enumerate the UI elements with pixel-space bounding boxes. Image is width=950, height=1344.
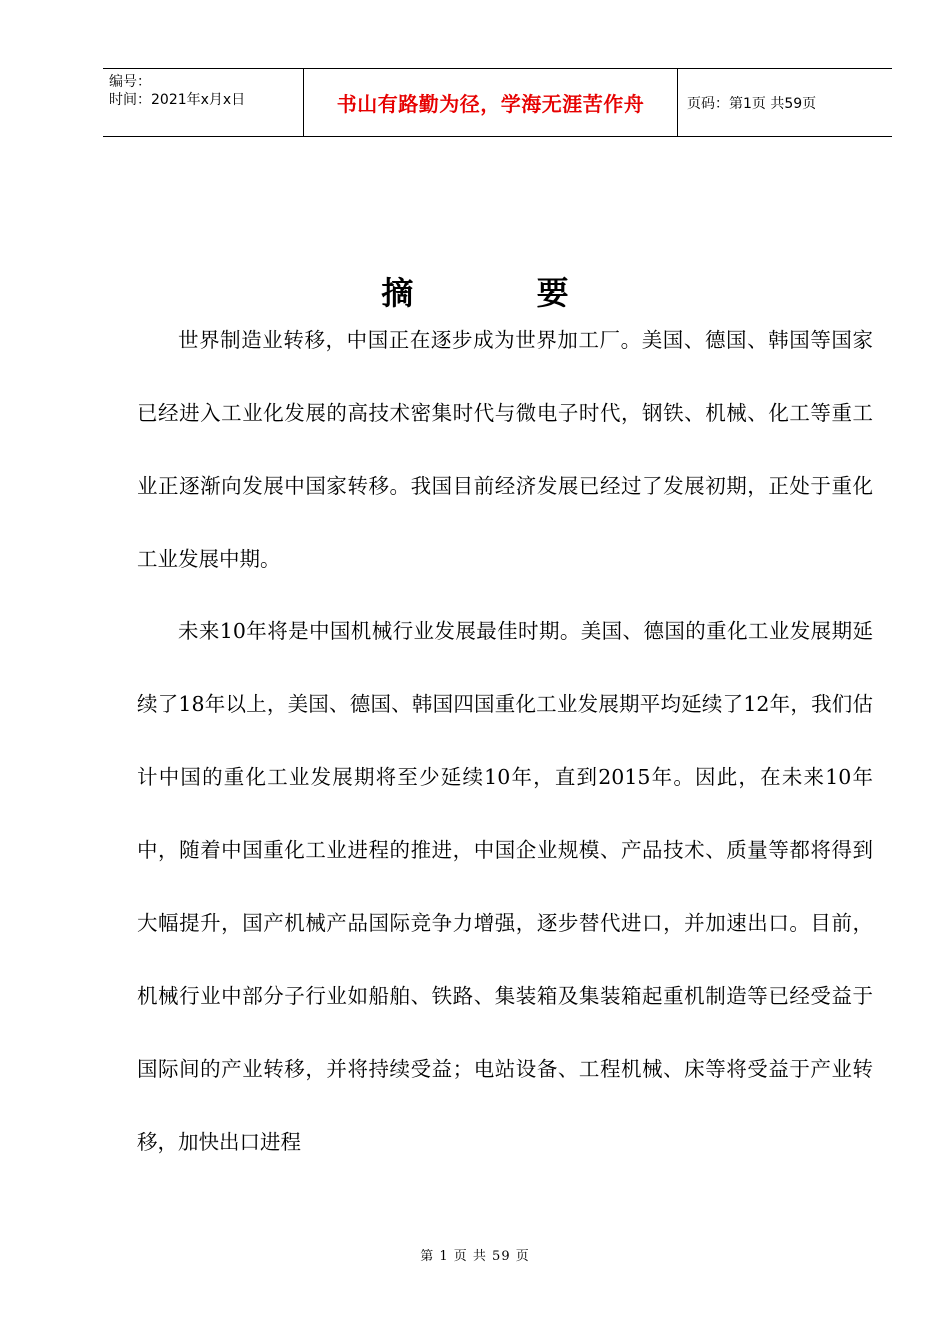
document-title: 摘 要: [381, 274, 625, 312]
page-footer: 第 1 页 共 59 页: [420, 1249, 530, 1264]
page-header: [103, 68, 892, 137]
header-meta: [103, 69, 304, 136]
number-label: 编号：: [109, 74, 151, 90]
header-motto: 书山有路勤为径，学海无涯苦作舟: [304, 69, 678, 136]
paragraph-1: 世界制造业转移，中国正在逐步成为世界加工厂。美国、德国、韩国等国家已经进入工业化发展的高技术密集时代与微电子时代，钢铁、机械、化工等重工业正逐渐向发展中国家转移。我国目前经济发展已经过了发展初期，正处于重化工业发展中期。: [137, 328, 873, 571]
header-page-info: 页码：第1页 共59页: [687, 95, 817, 112]
time-label: 时间：2021年x月x日: [109, 92, 246, 108]
paragraph-2: 未来10年将是中国机械行业发展最佳时期。美国、德国的重化工业发展期延续了18年以上，美国、德国、韩国四国重化工业发展期平均延续了12年，我们估计中国的重化工业发展期将至少延续10年，直到2015年。因此，在未来10年中，随着中国重化工业进程的推进，中国企业规模、产品技术、质量等都将得到大幅提升，国产机械产品国际竞争力增强，逐步替代进口，并加速出口。目前，机械行业中部分子行业如船舶、铁路、集装箱及集装箱起重机制造等已经受益于国际间的产业转移，并将持续受益；电站设备、工程机械、床等将受益于产业转移，加快出口进程: [137, 619, 873, 1154]
